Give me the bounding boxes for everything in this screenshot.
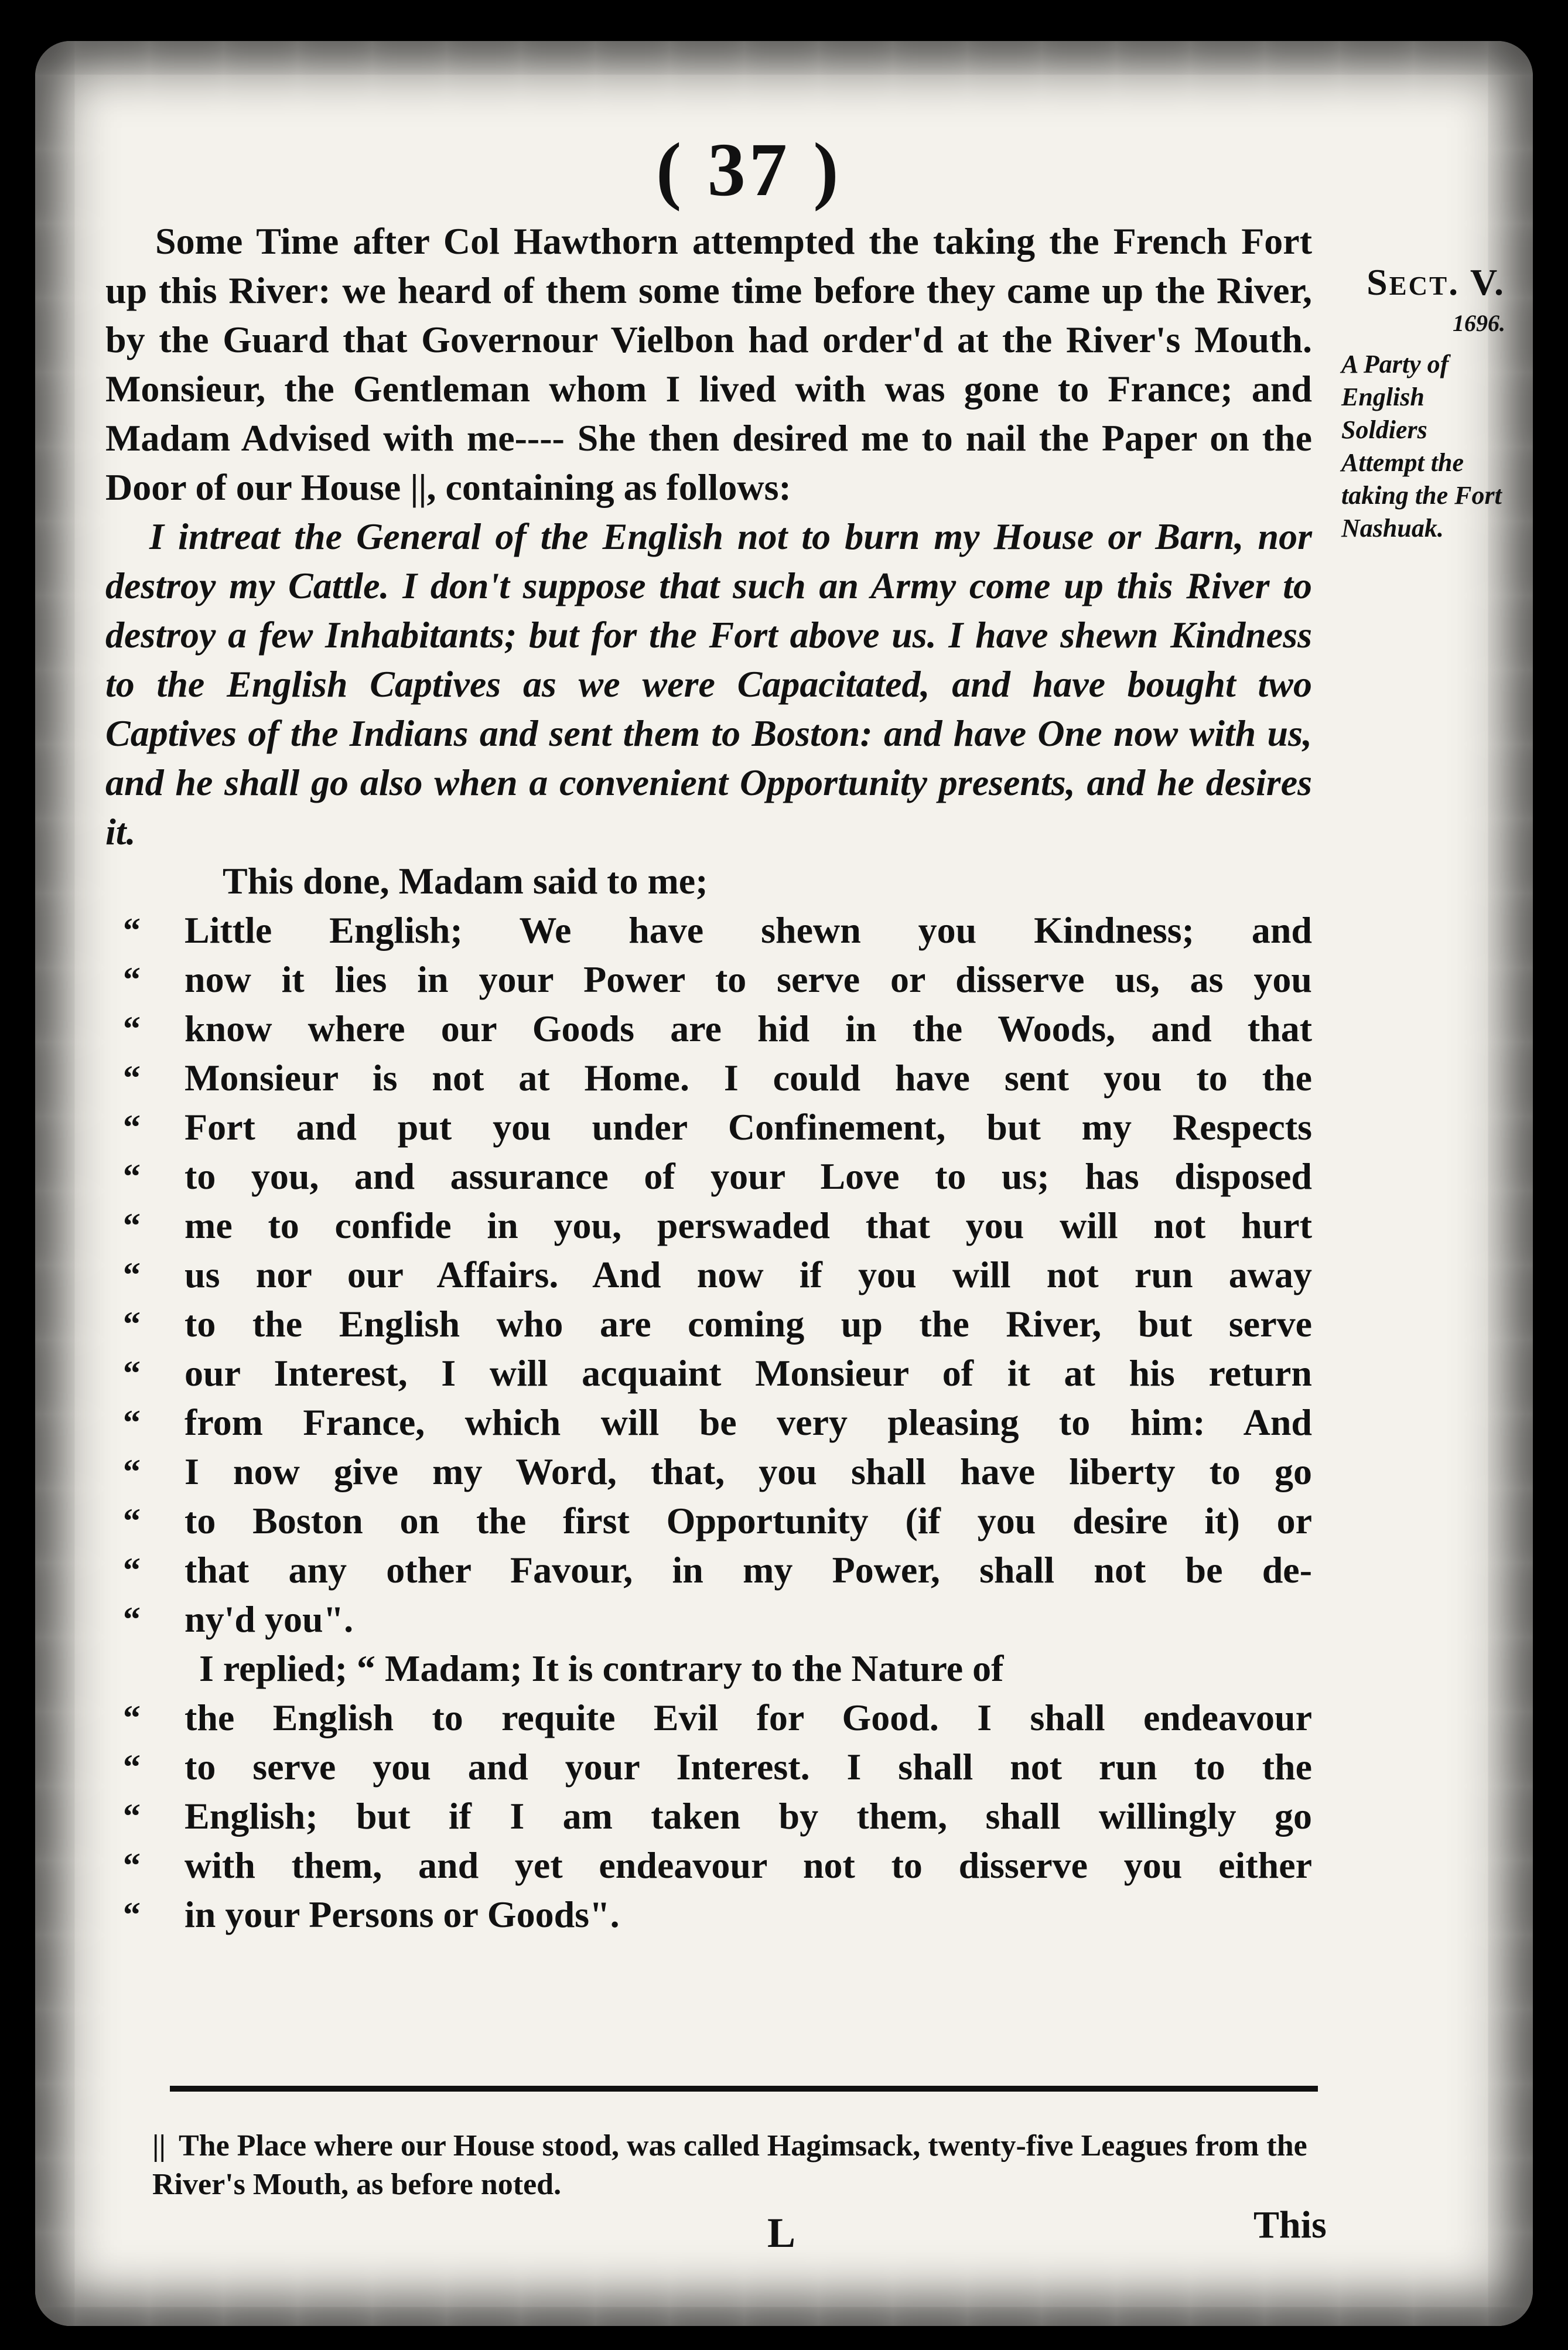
reply-line: “ the English to requite Evil for Good. I shall endeavour <box>123 1697 1312 1738</box>
signature-mark: L <box>767 2209 796 2256</box>
speech-line: “ ny'd you". <box>123 1598 354 1640</box>
footnote-mark: || <box>152 2129 166 2163</box>
footnote <box>152 2127 1324 2204</box>
nailed-notice: I intreat the General of the English not to burn my House or Barn, nor destroy my Cattle. I don't suppose that such an Army come up this River to destroy a few Inhabitants; but for the Fort above us. I have shewn Kindness to the English Captives as we were Capacitated, and have bought two Captives of the Indians and sent them to Boston: and have One now with us, and he shall go also when a convenient Opportunity presents, and he desires it. <box>105 516 1312 852</box>
margin-note <box>1312 258 1505 545</box>
margin-side-note: A Party of English Soldiers Attempt the taking the Fort Nashuak. <box>1341 350 1502 543</box>
footnote-rule <box>170 2086 1318 2092</box>
speech-line: “ I now give my Word, that, you shall have liberty to go <box>123 1451 1312 1492</box>
main-text <box>105 217 1312 1939</box>
speech-line: “ to Boston on the first Opportunity (if you desire it) or <box>123 1500 1312 1541</box>
section-heading: Sect. V. <box>1367 261 1505 303</box>
reply-line: “ in your Persons or Goods". <box>123 1894 620 1935</box>
reply-line: “ English; but if I am taken by them, shall willingly go <box>123 1795 1312 1837</box>
reply-line: “ to serve you and your Interest. I shall not run to the <box>123 1746 1312 1788</box>
speech-line: “ from France, which will be very pleasing to him: And <box>123 1401 1312 1443</box>
speech-line: “ that any other Favour, in my Power, shall not be de- <box>123 1549 1312 1591</box>
speech-line: “ to you, and assurance of your Love to us; has disposed <box>123 1155 1312 1197</box>
reply-line: “ with them, and yet endeavour not to disserve you either <box>123 1844 1312 1886</box>
page-number: ( 37 ) <box>656 128 842 212</box>
margin-year: 1696. <box>1453 310 1505 336</box>
reply-opening: I replied; “ Madam; It is contrary to the Nature of <box>199 1648 1004 1689</box>
footnote-text: The Place where our House stood, was called Hagimsack, twenty-five Leagues from the River's Mouth, as before noted. <box>152 2129 1307 2201</box>
speech-line: “ to the English who are coming up the River, but serve <box>123 1303 1312 1345</box>
speech-line: “ us nor our Affairs. And now if you will not run away <box>123 1254 1312 1295</box>
speech-line: “ me to confide in you, perswaded that you will not hurt <box>123 1205 1312 1246</box>
speech-line: “ Monsieur is not at Home. I could have sent you to the <box>123 1057 1312 1099</box>
catchword: This <box>1253 2204 1327 2246</box>
madam-speech <box>105 906 1312 1644</box>
reply-speech <box>105 1693 1312 1939</box>
speech-line: “ our Interest, I will acquaint Monsieur of it at his return <box>123 1352 1312 1394</box>
speech-line: “ Fort and put you under Confinement, but my Respects <box>123 1106 1312 1148</box>
opening-paragraph: Some Time after Col Hawthorn attempted the taking the French Fort up this River: we heard of them some time before they came up the River, by the Guard that Governour Vielbon had order'd at the River's Mouth. Monsieur, the Gentleman whom I lived with was gone to France; and Madam Advised with me---- She then desired me to nail the Paper on the Door of our House ||, containing as follows: <box>105 220 1312 508</box>
book-page <box>35 41 1533 2326</box>
madam-address-intro: This done, Madam said to me; <box>223 860 708 902</box>
speech-line: “ Little English; We have shewn you Kindness; and <box>123 909 1312 951</box>
speech-line: “ know where our Goods are hid in the Woods, and that <box>123 1008 1312 1049</box>
speech-line: “ now it lies in your Power to serve or disserve us, as you <box>123 959 1312 1000</box>
